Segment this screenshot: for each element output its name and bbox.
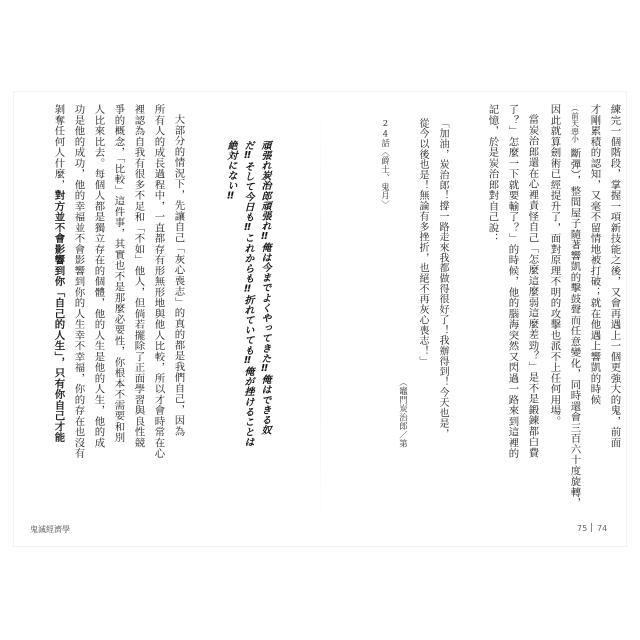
text-column [53, 104, 63, 443]
text-column: 練完一個階段，掌握一項新技能之後，又會再遇上一個更強大的鬼，前面 [608, 104, 621, 448]
text-column: 才剛累積的認知，又毫不留情地被打破；就在他遇上響凱的時候 [588, 104, 601, 405]
page-gutter [320, 98, 321, 538]
quote-source: （竈門炭治郎／第 [398, 378, 409, 448]
text-column: 所有人的成長過程中，一直都存有形無形地與他人比較，所以才會時常在心 [152, 104, 165, 459]
emphasis-text: 對方並不會影響到你「自己的人生」，只有你自己才能 [52, 190, 65, 443]
text-column: 因此就算劍術已經提升了，面對原理不明的攻擊也派不上任何用場。 [548, 104, 561, 427]
text-column: 斷彈），整間屋子隨著響凱的擊鼓聲而任意變化，同時還會三百六十度旋轉， [568, 148, 581, 509]
annotation: （前天惡小 [570, 104, 580, 143]
running-footer-title: 鬼滅經濟學 [30, 525, 70, 534]
quote-line: 「加油，炭治郎！撐一路走來我都做得很好了！我辦得到！今天也是， [437, 118, 448, 439]
text-column: 人比來比去。每個人都是獨立存在的個體，他的人生是他的人生，他的成 [92, 104, 105, 448]
text-column: 當炭治郎還在心裡責怪自己「怎麼這麼弱這麼差勁？」是不是鍛鍊都白費 [526, 114, 539, 458]
text-column: 功是他的成功，他的幸福並不會影響到你的人生幸不幸福，你的存在也沒有 [72, 104, 85, 459]
text-column: 記憶，於是炭治郎對自己說： [486, 104, 499, 244]
handwritten-quote: だ‼︎そして今日も‼︎これからも‼︎折れていても‼︎俺が挫けることは [242, 140, 253, 447]
page-number-left: 75 [577, 524, 588, 533]
text-column: 裡認為自我有很多不足和「不如」他人，但倘若擺除了正面學習與良性競 [132, 104, 145, 448]
text-column: 了？」怎麼一下就要輸了？」的時候，他的腦海突然又閃過一路來到這裡的 [506, 104, 519, 459]
handwritten-quote: 頑張れ炭治郎頑張れ‼︎俺は今までよくやってきた‼︎俺はできる奴 [259, 140, 270, 435]
text-column: 大部分的情況下，先讓自己「灰心喪志」的真的都是我們自己，因為 [172, 114, 185, 437]
page-number-right: 74 [597, 524, 608, 533]
handwritten-quote: 絶対にない‼︎ [225, 140, 236, 202]
text-run: 剝奪任何人什麼， [52, 104, 65, 190]
quote-line: 從今以後也是！無論有多挫折，也絕不再灰心喪志！」 [417, 118, 428, 367]
page-number-divider [591, 523, 592, 532]
text-column: 爭的概念，「比較」這件事，其實也不是那麼必要性，你根本不需要和別 [112, 104, 125, 443]
quote-source: 24話〈爵士、鬼月〉 [380, 118, 391, 209]
